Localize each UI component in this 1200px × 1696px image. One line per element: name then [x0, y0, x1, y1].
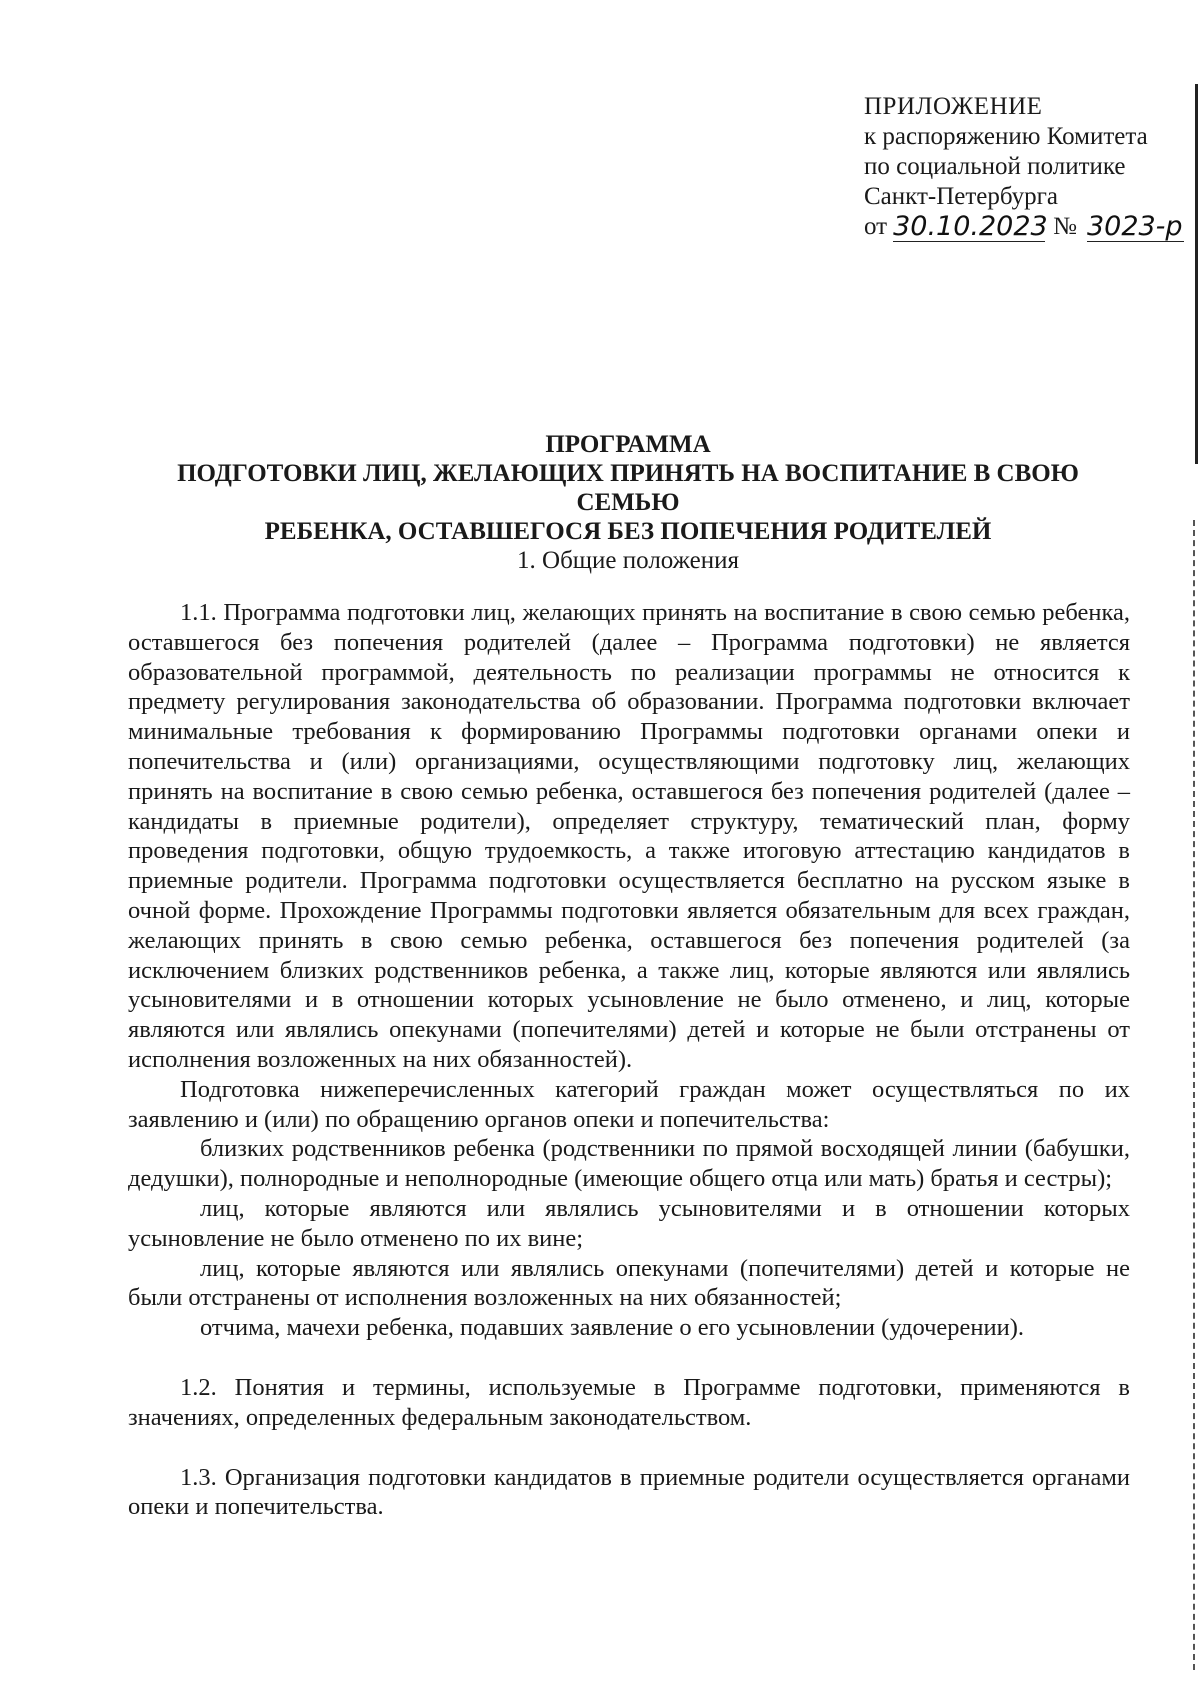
document-heading [128, 430, 1128, 546]
category-item-3: лиц, которые являются или являлись опекунами (попечителями) детей и которые не были отстранены от исполнения возложенных на них обязанностей; [128, 1254, 1130, 1312]
appendix-date-row [864, 212, 1184, 242]
appendix-line-3: Санкт-Петербурга [864, 183, 1059, 210]
number-label: № [1053, 213, 1077, 240]
category-item-2: лиц, которые являются или являлись усыновителями и в отношении которых усыновление не было отменено по их вине; [128, 1194, 1130, 1252]
from-label: от [864, 213, 888, 240]
paragraph-1-3: 1.3. Организация подготовки кандидатов в приемные родители осуществляется органами опеки и попечительства. [128, 1463, 1130, 1521]
appendix-line-2: по социальной политике [864, 153, 1126, 180]
paragraph-1-2: 1.2. Понятия и термины, используемые в Программе подготовки, применяются в значениях, определенных федеральным законодательством. [128, 1373, 1130, 1431]
handwritten-date: 30.10.2023 [893, 211, 1048, 242]
section-title: 1. Общие положения [517, 547, 739, 574]
category-item-1: близких родственников ребенка (родственники по прямой восходящей линии (бабушки, дедушки), полнородные и неполнородные (имеющие общего отца или мать) братья и сестры); [128, 1135, 1130, 1193]
paragraph-1-1: 1.1. Программа подготовки лиц, желающих принять на воспитание в свою семью ребенка, оставшегося без попечения родителей (далее – Программа подготовки) не является образовательной программой, деятельность по реализации программы не относится к предмету регулирования законодательства об образовании. Программа подготовки включает минимальные требования к формированию Программы подготовки органами опеки и попечительства и (или) организациями, осуществляющими подготовку лиц, желающих принять на воспитание в свою семью ребенка, оставшегося без попечения родителей (далее – кандидаты в приемные родители), определяет структуру, тематический план, форму проведения подготовки, общую трудоемкость, а также итоговую аттестацию кандидатов в приемные родители. Программа подготовки осуществляется бесплатно на русском языке в очной форме. Прохождение Программы подготовки является обязательным для всех граждан, желающих принять в свою семью ребенка, оставшегося без попечения родителей (за исключением близких родственников ребенка, а также лиц, которые являются или являлись усыновителями и в отношении которых усыновление не было отменено, и лиц, которые являются или являлись опекунами (попечителями) детей и которые не были отстранены от исполнения возложенных на них обязанностей). [128, 599, 1130, 1073]
category-item-4: отчима, мачехи ребенка, подавших заявление о его усыновлении (удочерении). [200, 1314, 1025, 1342]
paragraph-categories: Подготовка нижеперечисленных категорий граждан может осуществляться по их заявлению и (или) по обращению органов опеки и попечительства: [128, 1075, 1130, 1133]
heading-line-1: ПРОГРАММА [545, 431, 711, 458]
heading-line-2: ПОДГОТОВКИ ЛИЦ, ЖЕЛАЮЩИХ ПРИНЯТЬ НА ВОСПИТАНИЕ В СВОЮ СЕМЬЮ [177, 460, 1079, 516]
appendix-line-1: к распоряжению Комитета [864, 123, 1148, 150]
document-body [128, 598, 1130, 1522]
handwritten-number: 3023-р [1086, 211, 1183, 242]
appendix-title: ПРИЛОЖЕНИЕ [864, 93, 1043, 120]
appendix-block [864, 92, 1184, 242]
scan-edge-dots [1193, 520, 1197, 1670]
heading-line-3: РЕБЕНКА, ОСТАВШЕГОСЯ БЕЗ ПОПЕЧЕНИЯ РОДИТЕЛЕЙ [264, 518, 992, 545]
scan-edge-mark [1195, 84, 1198, 464]
